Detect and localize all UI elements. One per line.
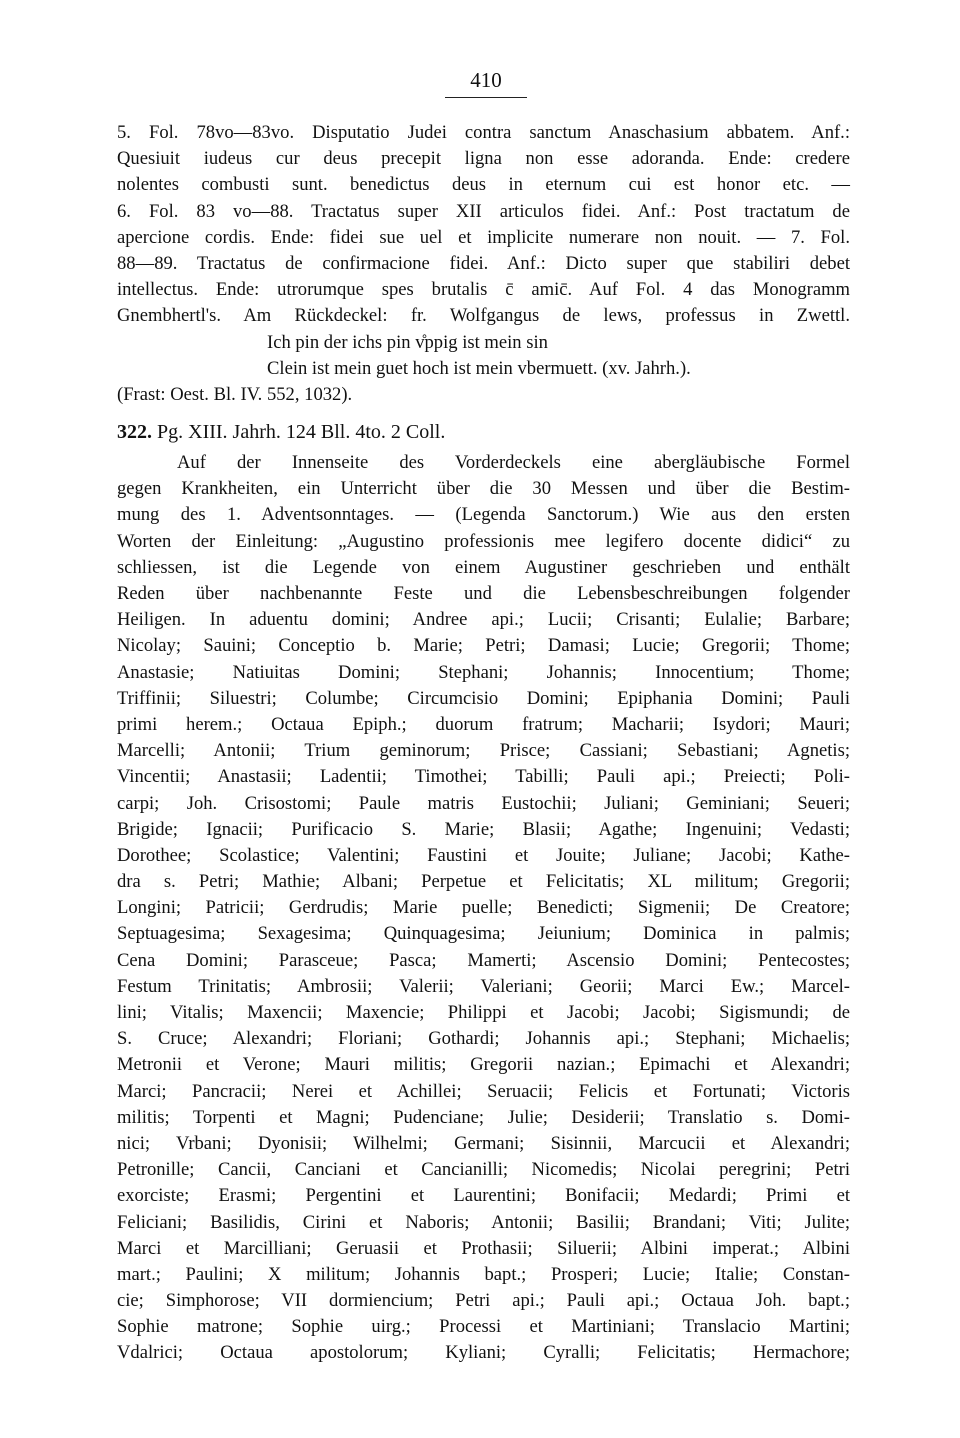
text-line: mart.; Paulini; X militum; Johannis bapt.; Prosperi; Lucie; Italie; Constan- <box>117 1263 850 1285</box>
text-line: lini; Vitalis; Maxencii; Maxencie; Philippi et Jacobi; Jacobi; Sigismundi; de <box>117 1002 850 1023</box>
text-line: militis; Torpenti et Magni; Pudenciane; Julie; Desiderii; Translatio s. Domi- <box>117 1106 850 1128</box>
text-line: gegen Krankheiten, ein Unterricht über die 30 Messen und über die Bestim- <box>117 478 850 500</box>
text-line: S. Cruce; Alexandri; Floriani; Gothardi; Johannis api.; Stephani; Michaelis; <box>117 1028 850 1050</box>
text-line: Marci; Pancracii; Nerei et Achillei; Seruacii; Felicis et Fortunati; Victoris <box>117 1080 850 1102</box>
entry-heading-text: Pg. XIII. Jahrh. 124 Bll. 4to. 2 Coll. <box>157 421 446 444</box>
text-line: Septuagesima; Sexagesima; Quinquagesima; Jeiunium; Dominica in palmis; <box>117 923 850 945</box>
text-line: Festum Trinitatis; Ambrosii; Valerii; Valeriani; Georii; Marci Ew.; Marcel- <box>117 975 850 997</box>
text-line: Petronille; Cancii, Canciani et Cancianilli; Nicomedis; Nicolai peregrini; Petri <box>117 1159 850 1181</box>
text-line: exorciste; Erasmi; Pergentini et Laurentini; Bonifacii; Medardi; Primi et <box>117 1185 850 1207</box>
text-line: Metronii et Verone; Mauri militis; Gregorii nazian.; Epimachi et Alexandri; <box>117 1054 850 1076</box>
entry-321-continuation <box>117 120 850 408</box>
text-line: 88—89. Tractatus de confirmacione fidei. Anf.: Dicto super que stabiliri debet <box>117 252 850 274</box>
text-line: Cena Domini; Parasceue; Pasca; Mamerti; Ascensio Domini; Pentecostes; <box>117 949 850 971</box>
text-line: nici; Vrbani; Dyonisii; Wilhelmi; Germani; Sisinnii, Marcucii et Alexandri; <box>117 1132 850 1154</box>
text-line: mung des 1. Adventsonntages. — (Legenda Sanctorum.) Wie aus den ersten <box>117 504 850 526</box>
text-line: Worten der Einleitung: „Augustino professionis mee legifero docente didici“ zu <box>117 530 850 552</box>
text-line: primi herem.; Octaua Epiph.; duorum fratrum; Macharii; Isydori; Mauri; <box>117 713 850 735</box>
text-line: Nicolay; Sauini; Conceptio b. Marie; Petri; Damasi; Lucie; Gregorii; Thome; <box>117 635 850 657</box>
text-line: apercione cordis. Ende: fidei sue uel et implicite numerare non nouit. — 7. Fol. <box>117 226 850 248</box>
text-line: Auf der Innenseite des Vorderdeckels eine abergläubische Formel <box>177 452 850 474</box>
text-line: Sophie matrone; Sophie uirg.; Processi et Martiniani; Translacio Martini; <box>117 1316 850 1338</box>
text-line: Vdalrici; Octaua apostolorum; Kyliani; Cyralli; Felicitatis; Hermachore; <box>117 1342 850 1364</box>
page-number: 410 <box>470 68 502 92</box>
text-line: Gnembhertl's. Am Rückdeckel: fr. Wolfgangus de lews, professus in Zwettl. <box>117 305 850 327</box>
text-line: 6. Fol. 83 vo—88. Tractatus super XII articulos fidei. Anf.: Post tractatum de <box>117 200 850 222</box>
text-line: Feliciani; Basilidis, Cirini et Naboris; Antonii; Basilii; Brandani; Viti; Julite; <box>117 1211 850 1233</box>
text-line: carpi; Joh. Crisostomi; Paule matris Eustochii; Juliani; Geminiani; Seueri; <box>117 792 850 814</box>
reference-line: (Frast: Oest. Bl. IV. 552, 1032). <box>117 383 353 405</box>
text-line: Marci et Marcilliani; Geruasii et Prothasii; Siluerii; Albini imperat.; Albini <box>117 1237 850 1259</box>
text-line: Anastasie; Natiuitas Domini; Stephani; Johannis; Innocentium; Thome; <box>117 661 850 683</box>
text-line: 5. Fol. 78vo—83vo. Disputatio Judei contra sanctum Anaschasium abbatem. Anf.: <box>117 122 850 143</box>
entry-322-body <box>117 450 850 1367</box>
text-line: Brigide; Ignacii; Purificacio S. Marie; Blasii; Agathe; Ingenuini; Vedasti; <box>117 818 850 840</box>
text-line: Vincentii; Anastasii; Ladentii; Timothei; Tabilli; Pauli api.; Preiecti; Poli- <box>117 766 850 788</box>
text-line: Marcelli; Antonii; Trium geminorum; Prisce; Cassiani; Sebastiani; Agnetis; <box>117 740 850 762</box>
text-line: Quesiuit iudeus cur deus precepit ligna non esse adoranda. Ende: credere <box>117 148 850 170</box>
text-line: nolentes combusti sunt. benedictus deus in eternum cui est honor etc. — <box>117 174 850 196</box>
text-line: dra s. Petri; Mathie; Albani; Perpetue et Felicitatis; XL militum; Gregorii; <box>117 871 850 893</box>
text-line: intellectus. Ende: utrorumque spes brutalis c̄ amic̄. Auf Fol. 4 das Monogramm <box>117 279 850 301</box>
text-line: Reden über nachbenannte Feste und die Lebensbeschreibungen folgender <box>117 583 850 604</box>
text-line: cie; Simphorose; VII dormiencium; Petri api.; Pauli api.; Octaua Joh. bapt.; <box>117 1290 850 1312</box>
entry-heading <box>117 408 850 450</box>
text-line: schliessen, ist die Legende von einem Augustiner geschrieben und enthält <box>117 556 850 578</box>
verse-line: Clein ist mein guet hoch ist mein vbermuett. (xv. Jahrh.). <box>267 357 691 379</box>
text-block <box>117 120 850 1367</box>
verse-line: Ich pin der ichs pin v̊ppig ist mein sin <box>267 331 548 353</box>
entry-number: 322. <box>117 421 152 444</box>
text-line: Triffinii; Siluestri; Columbe; Circumcisio Domini; Epiphania Domini; Pauli <box>117 687 850 709</box>
text-line: Longini; Patricii; Gerdrudis; Marie puelle; Benedicti; Sigmenii; De Creatore; <box>117 897 850 919</box>
text-line: Heiligen. In aduentu domini; Andree api.; Lucii; Crisanti; Eulalie; Barbare; <box>117 609 850 631</box>
page-number-rule <box>445 97 527 98</box>
text-line: Dorothee; Scolastice; Valentini; Faustini et Jouite; Juliane; Jacobi; Kathe- <box>117 844 850 866</box>
